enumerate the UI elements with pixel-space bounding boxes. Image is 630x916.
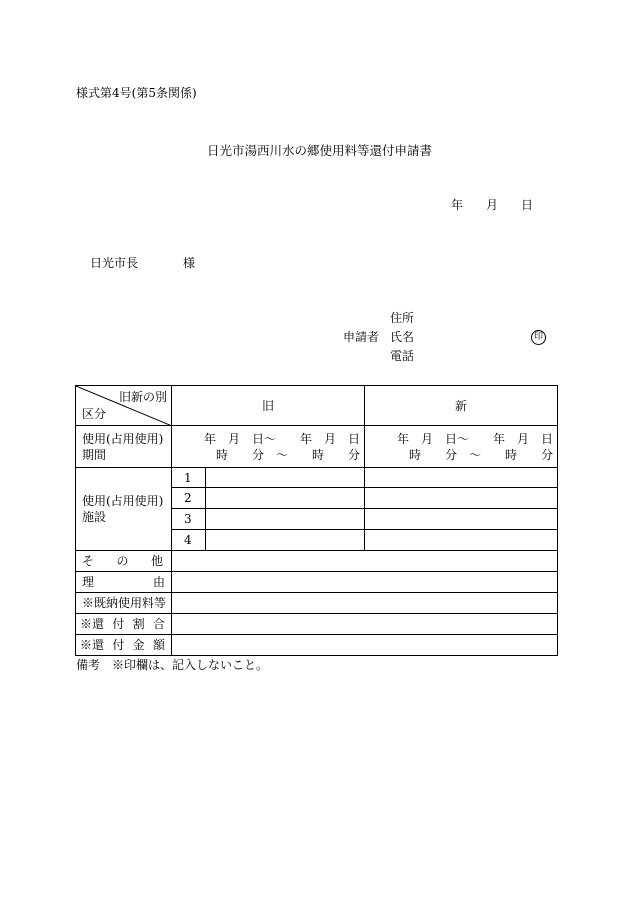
paid-fee-label: ※既納使用料等 — [76, 593, 172, 614]
applicant-address-label: 住所 — [390, 311, 415, 325]
period-new-cell[interactable] — [365, 426, 558, 468]
facility-row-number: 4 — [172, 530, 206, 551]
date-day: 日 — [521, 198, 534, 212]
seal-mark: 印 — [531, 330, 546, 345]
refund-rate-label-char: 割 — [132, 617, 145, 631]
other-value-cell[interactable] — [172, 551, 558, 572]
period-old-time-line: 時 分 ～ 時 分 — [216, 447, 361, 462]
applicant-label: 申請者 — [343, 330, 380, 344]
period-new-date-line: 年 月 日～ 年 月 日 — [397, 431, 554, 446]
refund-rate-label-char: 合 — [152, 617, 165, 631]
reason-value-cell[interactable] — [172, 572, 558, 593]
refund-rate-label — [76, 614, 172, 635]
period-label — [76, 426, 172, 468]
period-label-line-1: 使用(占用使用) — [82, 431, 164, 446]
facility-old-cell[interactable] — [206, 530, 365, 551]
facility-new-cell[interactable] — [365, 488, 558, 509]
column-new-header: 新 — [365, 386, 558, 426]
refund-rate-label-char: 付 — [112, 617, 125, 631]
date-year: 年 — [451, 198, 464, 212]
refund-amount-label-char: 額 — [152, 638, 165, 652]
other-label-char: そ — [82, 554, 95, 568]
reason-label — [76, 572, 172, 593]
refund-amount-label-char: 金 — [132, 638, 145, 652]
corner-bottom-label: 区分 — [82, 407, 107, 421]
addressee-name: 日光市長 — [90, 256, 139, 270]
corner-cell — [76, 386, 172, 426]
facility-row-number: 3 — [172, 509, 206, 530]
refund-amount-value-cell[interactable] — [172, 635, 558, 656]
refund-amount-label — [76, 635, 172, 656]
date-month: 月 — [486, 198, 499, 212]
facility-row-1 — [76, 468, 558, 488]
facility-new-cell[interactable] — [365, 509, 558, 530]
reason-label-char: 由 — [152, 575, 165, 589]
period-old-date-line: 年 月 日～ 年 月 日 — [204, 431, 361, 446]
refund-rate-row — [76, 614, 558, 635]
refund-amount-label-char: 付 — [112, 638, 125, 652]
facility-old-cell[interactable] — [206, 488, 365, 509]
applicant-phone-label: 電話 — [390, 349, 415, 363]
refund-amount-row — [76, 635, 558, 656]
column-old-header: 旧 — [172, 386, 365, 426]
applicant-name-label: 氏名 — [390, 330, 415, 344]
period-new-time-line: 時 分 ～ 時 分 — [409, 447, 554, 462]
other-row — [76, 551, 558, 572]
facility-row-number: 1 — [172, 468, 206, 488]
facility-old-cell[interactable] — [206, 468, 365, 488]
facility-row-number: 2 — [172, 488, 206, 509]
refund-application-table — [75, 385, 558, 656]
other-label-char: 他 — [150, 554, 163, 568]
facility-label-line-1: 使用(占用使用) — [82, 494, 164, 508]
facility-label — [76, 468, 172, 551]
facility-old-cell[interactable] — [206, 509, 365, 530]
paid-fee-row — [76, 593, 558, 614]
remarks-note: 備考 ※印欄は、記入しないこと。 — [76, 658, 269, 672]
period-label-line-2: 期間 — [82, 447, 107, 462]
form-number: 様式第4号(第5条関係) — [76, 86, 197, 100]
reason-label-char: 理 — [82, 575, 95, 589]
period-old-cell[interactable] — [172, 426, 365, 468]
table-header-row — [76, 386, 558, 426]
refund-amount-label-char: ※還 — [80, 638, 105, 652]
period-row — [76, 426, 558, 468]
corner-top-label: 旧新の別 — [118, 390, 167, 404]
refund-rate-value-cell[interactable] — [172, 614, 558, 635]
facility-label-line-2: 施設 — [82, 510, 107, 524]
paid-fee-value-cell[interactable] — [172, 593, 558, 614]
document-title: 日光市湯西川水の郷使用料等還付申請書 — [207, 143, 433, 158]
addressee-honorific: 様 — [183, 256, 196, 270]
other-label — [76, 551, 172, 572]
refund-rate-label-char: ※還 — [80, 617, 105, 631]
facility-new-cell[interactable] — [365, 468, 558, 488]
reason-row — [76, 572, 558, 593]
facility-new-cell[interactable] — [365, 530, 558, 551]
other-label-char: の — [116, 554, 129, 568]
